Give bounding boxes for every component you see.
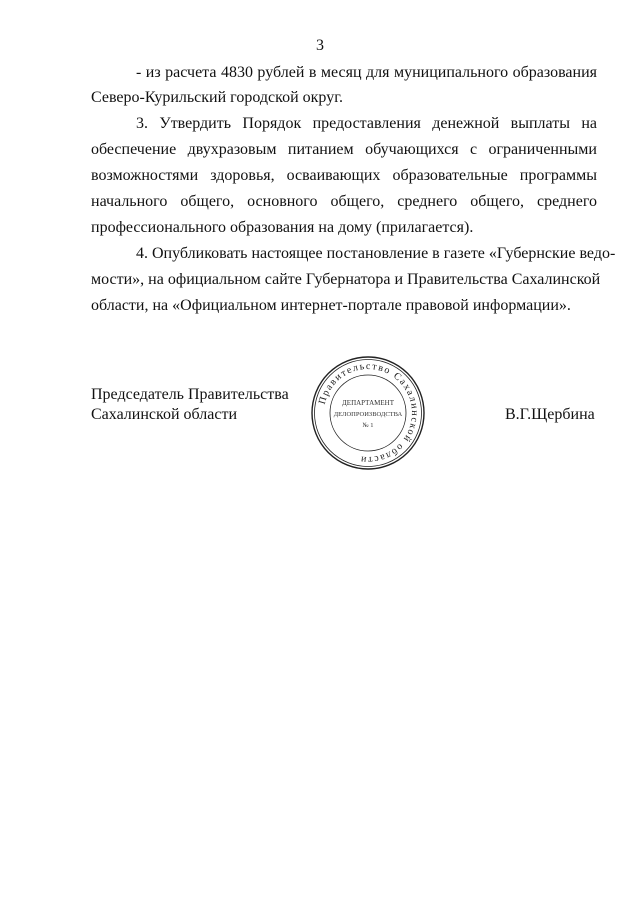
page-number: 3	[316, 37, 324, 54]
paragraph-line: Северо-Курильский городской округ.	[91, 89, 343, 106]
paragraph-line: области, на «Официальном интернет-портале правовой информации».	[91, 297, 571, 314]
seal-center-line2: ДЕЛОПРОИЗВОДСТВА	[333, 411, 403, 418]
paragraph-line: - из расчета 4830 рублей в месяц для муниципального образования	[136, 64, 597, 81]
seal-center-line1: ДЕПАРТАМЕНТ	[342, 399, 394, 407]
paragraph-line: начального общего, основного общего, среднего общего, среднего	[91, 193, 597, 210]
signatory-name: В.Г.Щербина	[505, 406, 595, 423]
signatory-title-line1: Председатель Правительства	[91, 386, 289, 403]
paragraph-line: мости», на официальном сайте Губернатора и Правительства Сахалинской	[91, 271, 601, 288]
seal-ring-text: Правительство Сахалинской области	[316, 360, 421, 466]
paragraph-line: 3. Утвердить Порядок предоставления денежной выплаты на	[136, 115, 597, 132]
paragraph-line: обеспечение двухразовым питанием обучающихся с ограниченными	[91, 141, 597, 158]
paragraph-line: 4. Опубликовать настоящее постановление в газете «Губернские ведо-	[136, 245, 616, 262]
official-seal	[310, 355, 426, 471]
signatory-title-line2: Сахалинской области	[91, 406, 238, 423]
seal-center-line3: № 1	[362, 422, 374, 429]
paragraph-line: возможностями здоровья, осваивающих образовательные программы	[91, 167, 597, 184]
paragraph-line: профессионального образования на дому (прилагается).	[91, 219, 474, 236]
